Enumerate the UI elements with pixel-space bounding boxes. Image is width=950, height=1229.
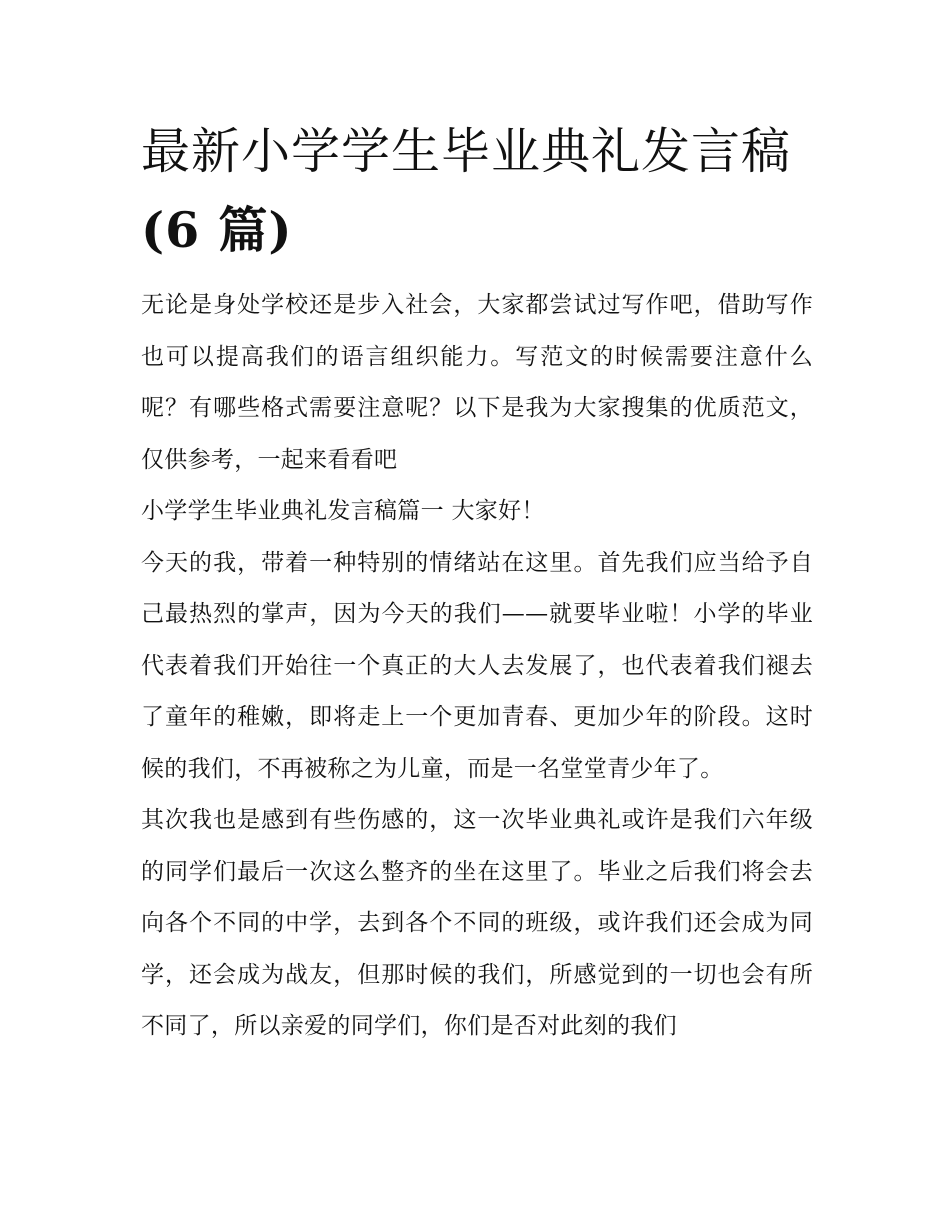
document-content [141, 112, 813, 1053]
section-heading-paragraph: 小学学生毕业典礼发言稿篇一 大家好！ [141, 498, 545, 524]
intro-paragraph: 无论是身处学校还是步入社会，大家都尝试过写作吧，借助写作也可以提高我们的语言组织能力。写范文的时候需要注意什么呢？有哪些格式需要注意呢？以下是我为大家搜集的优质范文，仅供参考，一起来看看吧 [141, 292, 813, 473]
document-body [141, 280, 813, 1053]
title-line-2: (6 篇) [141, 201, 293, 259]
body-paragraph: 其次我也是感到有些伤感的，这一次毕业典礼或许是我们六年级的同学们最后一次这么整齐的坐在这里了。毕业之后我们将会去向各个不同的中学，去到各个不同的班级，或许我们还会成为同学，还会成为战友，但那时候的我们，所感觉到的一切也会有所不同了，所以亲爱的同学们，你们是否对此刻的我们 [141, 807, 813, 1039]
title-line-1: 最新小学学生毕业典礼发言稿 [141, 123, 792, 180]
document-title [141, 112, 813, 270]
body-paragraph: 今天的我，带着一种特别的情绪站在这里。首先我们应当给予自己最热烈的掌声，因为今天的我们——就要毕业啦！小学的毕业代表着我们开始往一个真正的大人去发展了，也代表着我们褪去了童年的稚嫩，即将走上一个更加青春、更加少年的阶段。这时候的我们，不再被称之为儿童，而是一名堂堂青少年了。 [141, 549, 813, 782]
